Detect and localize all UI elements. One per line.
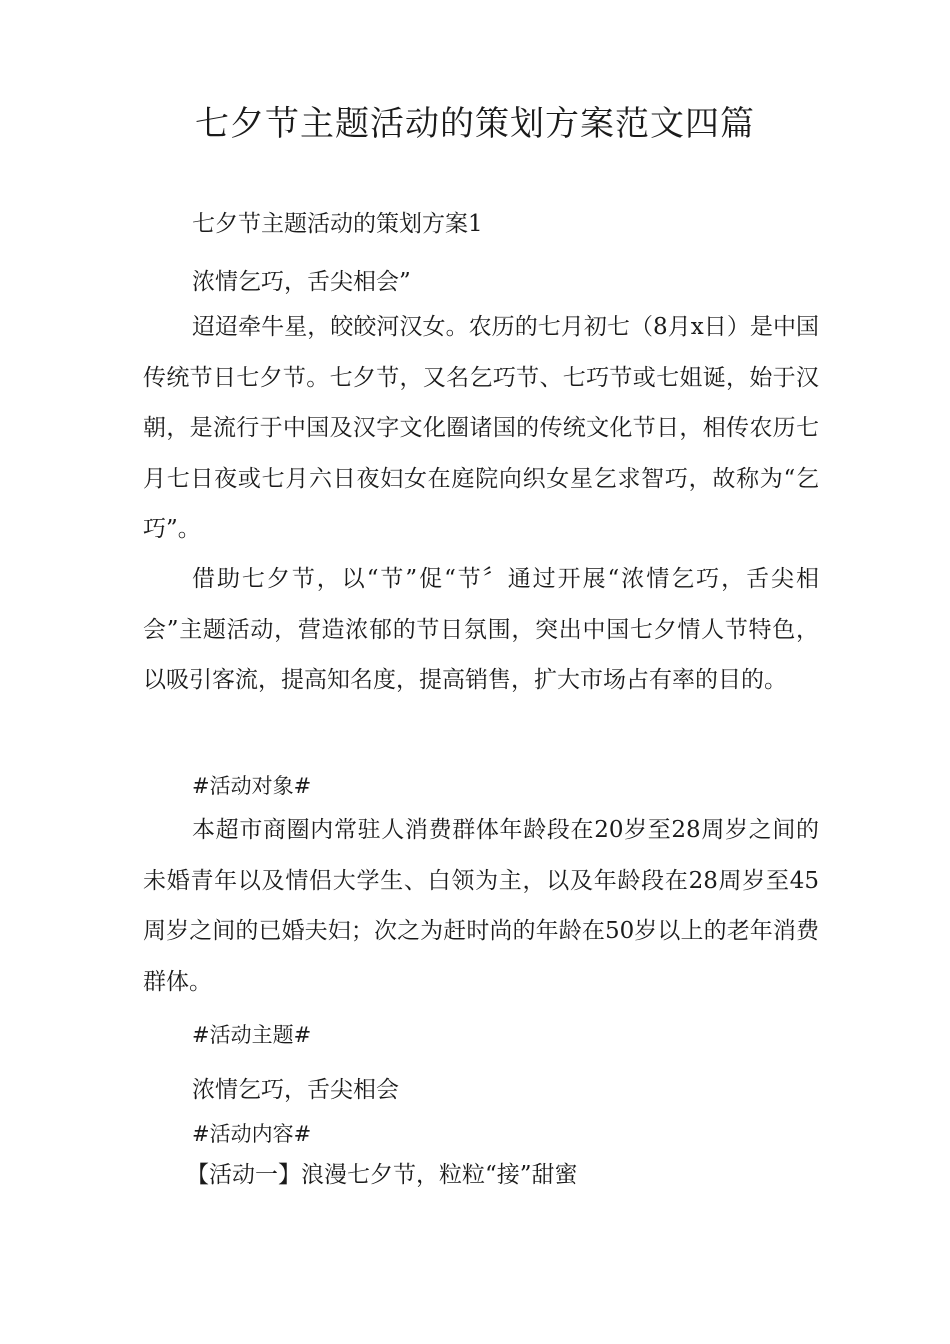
section-title: 七夕节主题活动的策划方案1 [192,211,483,237]
purpose-paragraph: 借助七夕节，以“节”促“节〞通过开展“浓情乞巧，舌尖相会”主题活动，营造浓郁的节日氛围，突出中国七夕情人节特色，以吸引客流，提高知名度，提高销售，扩大市场占有率的目的。 [143,566,819,693]
document-title: 七夕节主题活动的策划方案范文四篇 [195,104,755,144]
theme-text: 浓情乞巧，舌尖相会 [192,1077,399,1103]
intro-paragraph: 迢迢牵牛星，皎皎河汉女。农历的七月初七（8月x日）是中国传统节日七夕节。七夕节，又名乞巧节、七巧节或七姐诞，始于汉朝，是流行于中国及汉字文化圈诸国的传统文化节日，相传农历七月七日夜或七月六日夜妇女在庭院向织女星乞求智巧，故称为“乞巧”。 [143,314,819,542]
heading-activity-content: #活动内容# [192,1122,312,1146]
target-paragraph: 本超市商圈内常驻人消费群体年龄段在20岁至28周岁之间的未婚青年以及情侣大学生、白领为主，以及年龄段在28周岁至45周岁之间的已婚夫妇；次之为赶时尚的年龄在50岁以上的老年消费群体。 [143,817,819,995]
heading-activity-theme: #活动主题# [192,1023,312,1047]
slogan-quote: 浓情乞巧，舌尖相会” [192,269,411,295]
heading-activity-target: #活动对象# [192,774,312,798]
activity-one-line: 【活动一】浪漫七夕节，粒粒“接”甜蜜 [186,1162,578,1188]
